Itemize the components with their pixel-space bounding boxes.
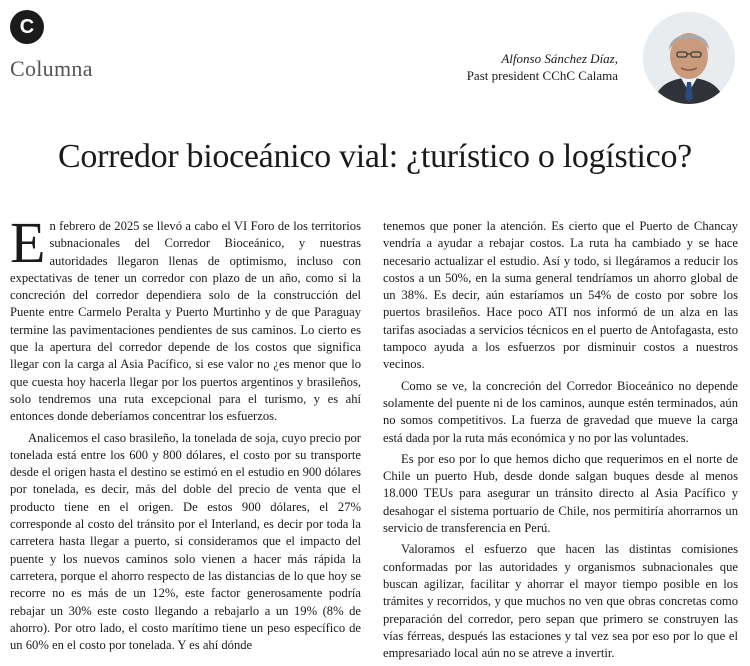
drop-cap: E xyxy=(10,210,46,275)
column-logo-badge: C xyxy=(10,10,44,44)
author-name: Alfonso Sánchez Díaz, xyxy=(501,51,618,66)
author-photo xyxy=(643,12,735,104)
paragraph: Valoramos el esfuerzo que hacen las distintas comisiones conformadas por las autoridades y organismos subnacionales que buscan agilizar, facilitar y ahorrar el mayor tiempo posible en los trámites y recorridos, y que muchos no ven que obras concretas como preparación del corredor, pero sepan que primero se construyen las vías férreas, después las estaciones y tal vez sea por eso por lo que el empresariado local aún no se atreve a invertir. xyxy=(383,542,738,661)
article-column-left xyxy=(10,210,361,658)
paragraph-text: n febrero de 2025 se llevó a cabo el VI Foro de los territorios subnacionales del Corredor Bioceánico, y nuestras autoridades llegaron llenas de optimismo, incluso con expectativas de tener un corredor con plazo de un año, como si la concreción del corredor dependiera solo de la construcción del Puente entre Carmelo Peralta y Puerto Murtinho y de que Paraguay termine las pavimentaciones pendientes de sus caminos. Lo cierto es que la apertura del corredor depende de los costos que significa llegar con la carga al Asia Pacífico, si ese valor no ¿es menor que lo que cuesta hoy hacerla llegar por los puertos argentinos y brasileños, solo tendremos una ruta excepcional para el turismo, y es ahí entonces donde deberíamos concentrar los esfuerzos. xyxy=(10,219,361,424)
paragraph: Es por eso por lo que hemos dicho que requerimos en el norte de Chile un puerto Hub, desde donde salgan buques desde al menos 18.000 TEUs para asegurar un tránsito directo al Asia Pacífico y desahogar el sistema portuario de Chile, nos permitiría ahorrarnos un servicio de transferencia en Perú. xyxy=(383,451,738,536)
paragraph: Como se ve, la concreción del Corredor Bioceánico no depende solamente del puente ni de los caminos, aunque estén terminados, aún no somos competitivos. La fuerza de gravedad que mueve la carga está dada por la ruta más económica y no por las voluntades. xyxy=(383,378,738,445)
article-column-right xyxy=(383,218,738,666)
paragraph xyxy=(10,210,361,426)
article-headline: Corredor bioceánico vial: ¿turístico o logístico? xyxy=(58,138,692,175)
paragraph: tenemos que poner la atención. Es cierto que el Puerto de Chancay vendría a ayudar a rebajar costos. La ruta ha cambiado y se hace necesario actualizar el estudio. Así y todo, si llegáramos a reducir los costos a un 50%, en la suma general tendríamos un ahorro global de un 38%. Es decir, aún estaríamos un 54% de costo por sobre los puertos brasileños. Hace poco ATI nos informó de un alza en las tarifas asociadas a servicios técnicos en el puerto de Antofagasta, esto tampoco ayuda a los esfuerzos por disminuir costos a nuestros vecinos. xyxy=(383,219,738,372)
paragraph: Analicemos el caso brasileño, la tonelada de soja, cuyo precio por tonelada está entre los 600 y 800 dólares, el costo por su transporte desde el origen hasta el destino se estimó en el estudio en 900 dólares por tonelada, es decir, más del doble del precio de venta que el producto tiene en el origen. De estos 900 dólares, el 27% corresponde al costo del tránsito por el Interland, es decir por toda la carretera hasta llegar a puerto, si consideramos que el impacto del puente y los nuevos caminos solo vienen a hacer más rápida la carretera, porque el ahorro respecto de las distancias de lo que hoy se recorre no es más de un 12%, este factor generosamente podría rebajar un 30% este costo llegando a rebajarlo a un 19% (8% de ahorro). Por otro lado, el costo marítimo tiene un peso específico de un 60% en el costo por tonelada. Y es ahí dónde xyxy=(10,430,361,653)
author-portrait-icon xyxy=(643,12,735,104)
author-role: Past president CChC Calama xyxy=(466,68,618,83)
section-label: Columna xyxy=(10,56,93,81)
author-byline xyxy=(467,50,618,84)
